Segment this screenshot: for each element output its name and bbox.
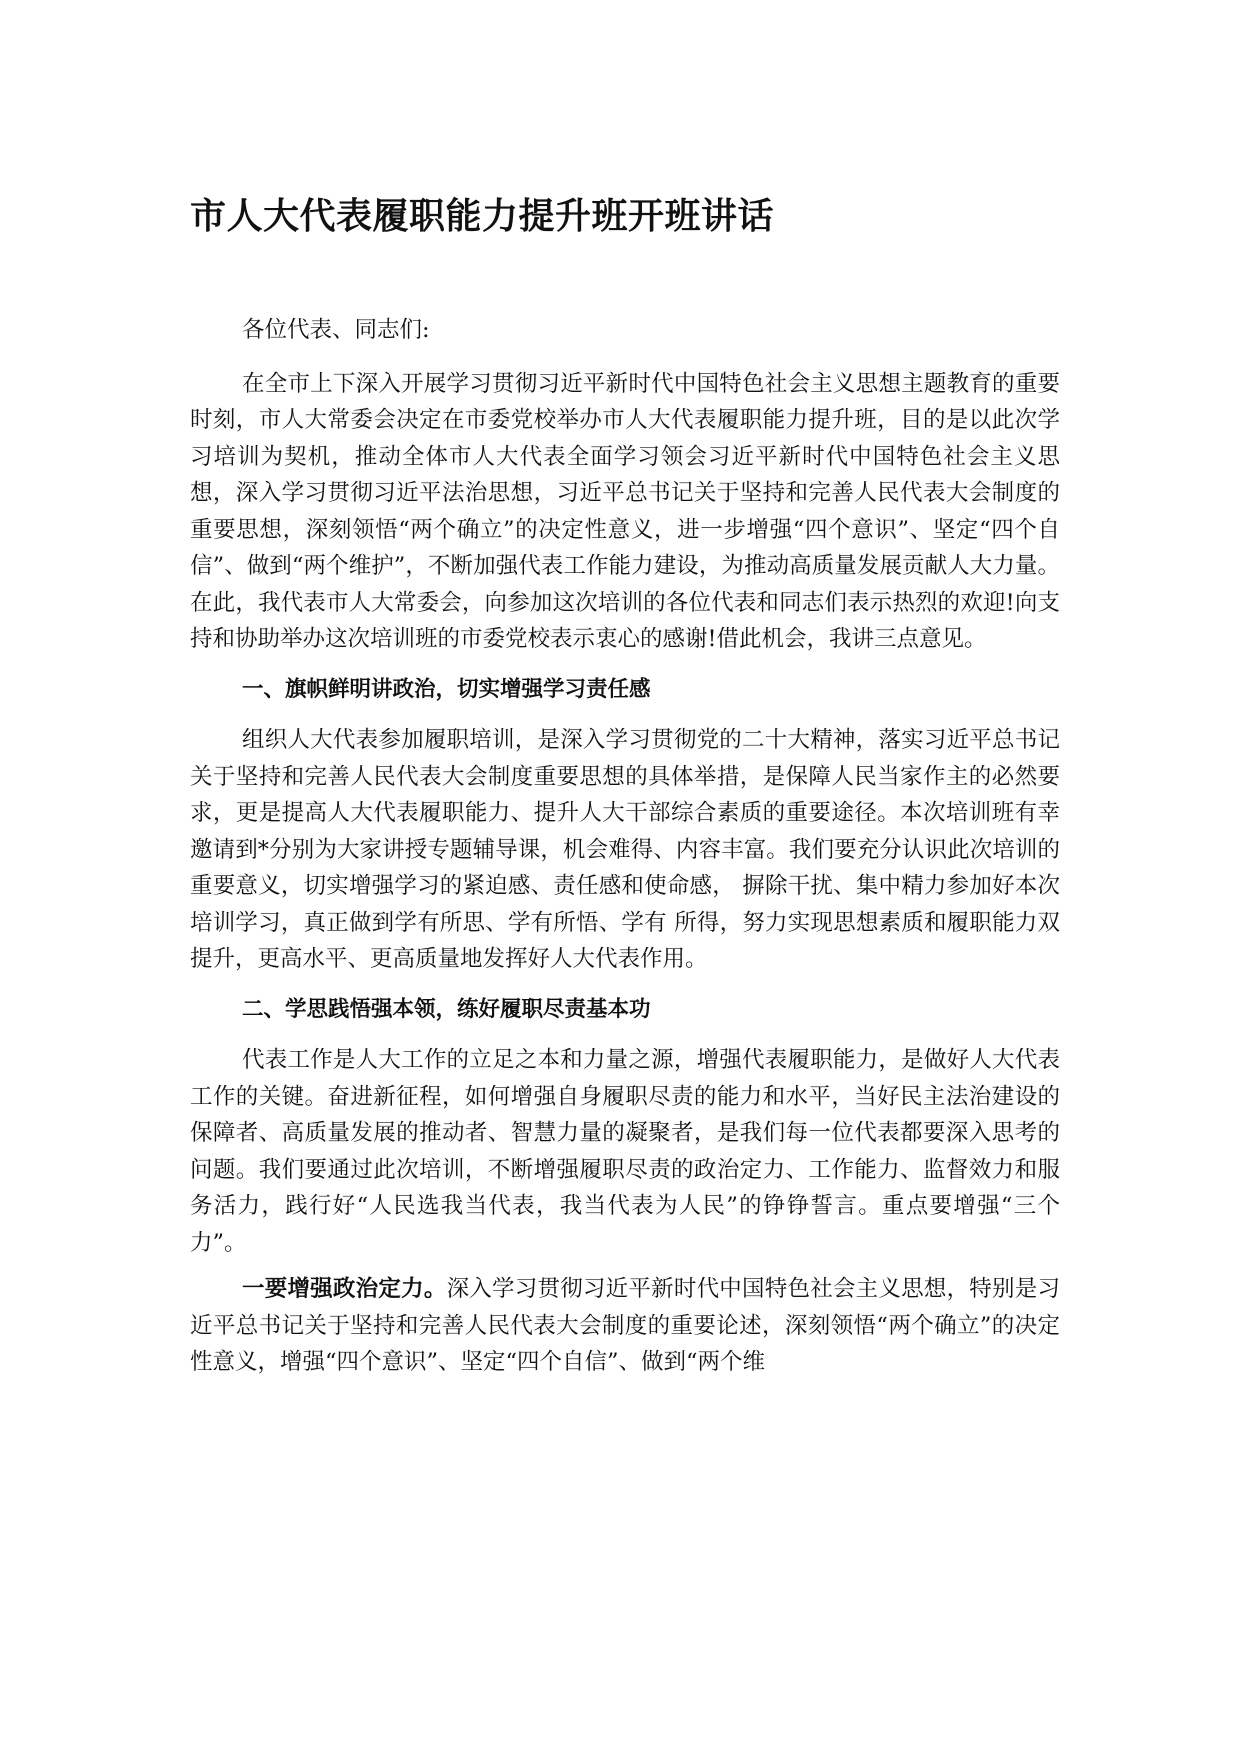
point-1-lead: 一要增强政治定力。 [242, 1276, 447, 1302]
section-2-heading: 二、学思践悟强本领，练好履职尽责基本功 [242, 996, 651, 1022]
section-1-heading: 一、旗帜鲜明讲政治，切实增强学习责任感 [242, 676, 651, 702]
document-body [190, 312, 1060, 1381]
intro-paragraph: 在全市上下深入开展学习贯彻习近平新时代中国特色社会主义思想主题教育的重要时刻，市人大常委会决定在市委党校举办市人大代表履职能力提升班，目的是以此次学习培训为契机，推动全体市人大代表全面学习领会习近平新时代中国特色社会主义思想，深入学习贯彻习近平法治思想，习近平总书记关于坚持和完善人民代表大会制度的重要思想，深刻领悟“两个确立”的决定性意义，进一步增强“四个意识”、坚定“四个自信”、做到“两个维护”，不断加强代表工作能力建设，为推动高质量发展贡献人大力量。在此，我代表市人大常委会，向参加这次培训的各位代表和同志们表示热烈的欢迎!向支持和协助举办这次培训班的市委党校表示衷心的感谢!借此机会，我讲三点意见。 [190, 370, 1060, 652]
salutation: 各位代表、同志们: [242, 317, 430, 343]
point-1-text: 深入学习贯彻习近平新时代中国特色社会主义思想，特别是习近平总书记关于坚持和完善人民代表大会制度的重要论述，深刻领悟“两个确立”的决定性意义，增强“四个意识”、坚定“四个自信”、做到“两个维 [190, 1276, 1060, 1375]
point-1-paragraph [190, 1271, 1060, 1381]
document-title: 市人大代表履职能力提升班开班讲话 [190, 196, 775, 237]
section-2-paragraph: 代表工作是人大工作的立足之本和力量之源，增强代表履职能力，是做好人大代表工作的关键。奋进新征程，如何增强自身履职尽责的能力和水平，当好民主法治建设的保障者、高质量发展的推动者、智慧力量的凝聚者，是我们每一位代表都要深入思考的问题。我们要通过此次培训，不断增强履职尽责的政治定力、工作能力、监督效力和服务活力，践行好“人民选我当代表，我当代表为人民”的铮铮誓言。重点要增强“三个力”。 [190, 1047, 1060, 1256]
section-1-paragraph: 组织人大代表参加履职培训，是深入学习贯彻党的二十大精神，落实习近平总书记关于坚持和完善人民代表大会制度重要思想的具体举措，是保障人民当家作主的必然要求，更是提高人大代表履职能力、提升人大干部综合素质的重要途径。本次培训班有幸邀请到*分别为大家讲授专题辅导课，机会难得、内容丰富。我们要充分认识此次培训的重要意义，切实增强学习的紧迫感、责任感和使命感， 摒除干扰、集中精力参加好本次培训学习，真正做到学有所思、学有所悟、学有 所得，努力实现思想素质和履职能力双提升，更高水平、更高质量地发挥好人大代表作用。 [190, 727, 1060, 972]
